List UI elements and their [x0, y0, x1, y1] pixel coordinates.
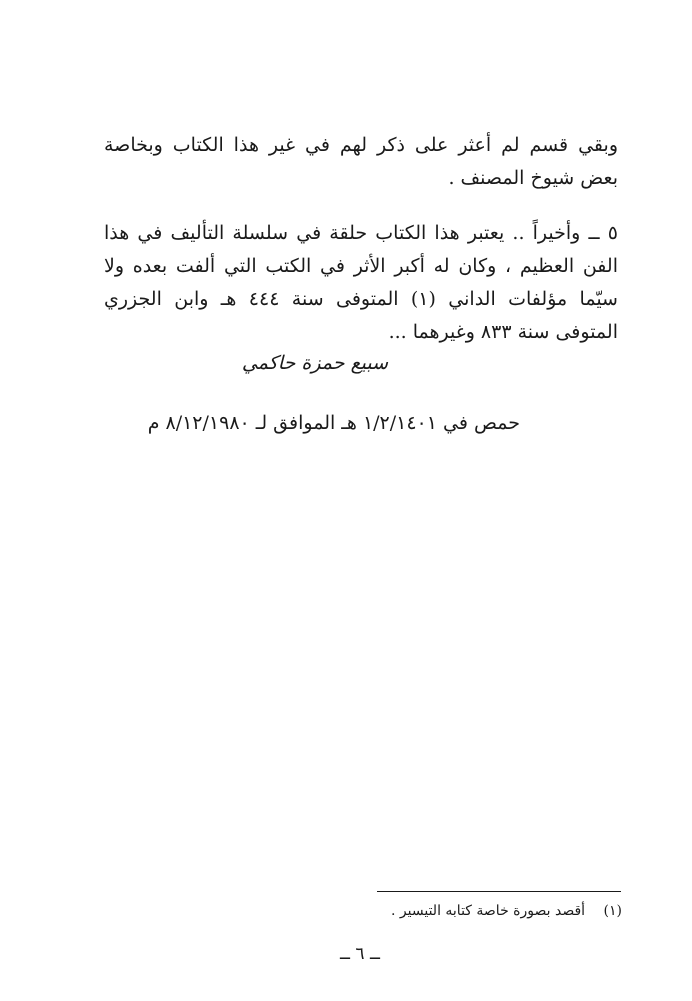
page-number: ــ ٦ ــ — [340, 944, 380, 964]
author-signature: سبيع حمزة حاكمي — [241, 352, 389, 374]
footnote-divider — [377, 891, 621, 892]
date-line: حمص في ١/٢/١٤٠١ هـ الموافق لـ ٨/١٢/١٩٨٠ م — [147, 412, 520, 434]
footnote-marker: (١) — [603, 903, 622, 919]
footnote — [300, 900, 622, 922]
paragraph-item-5: ٥ ــ وأخيراً .. يعتبر هذا الكتاب حلقة في سلسلة التأليف في هذا الفن العظيم ، وكان له أكبر الأثر في الكتب التي ألفت بعده ولا سيّما مؤلفات الداني (١) المتوفى سنة ٤٤٤ هـ وابن الجزري المتوفى سنة ٨٣٣ وغيرهما ... — [104, 222, 618, 343]
footnote-text: أقصد بصورة خاصة كتابه التيسير . — [391, 903, 586, 919]
paragraph-remaining-section: وبقي قسم لم أعثر على ذكر لهم في غير هذا الكتاب وبخاصة بعض شيوخ المصنف . — [104, 134, 618, 189]
